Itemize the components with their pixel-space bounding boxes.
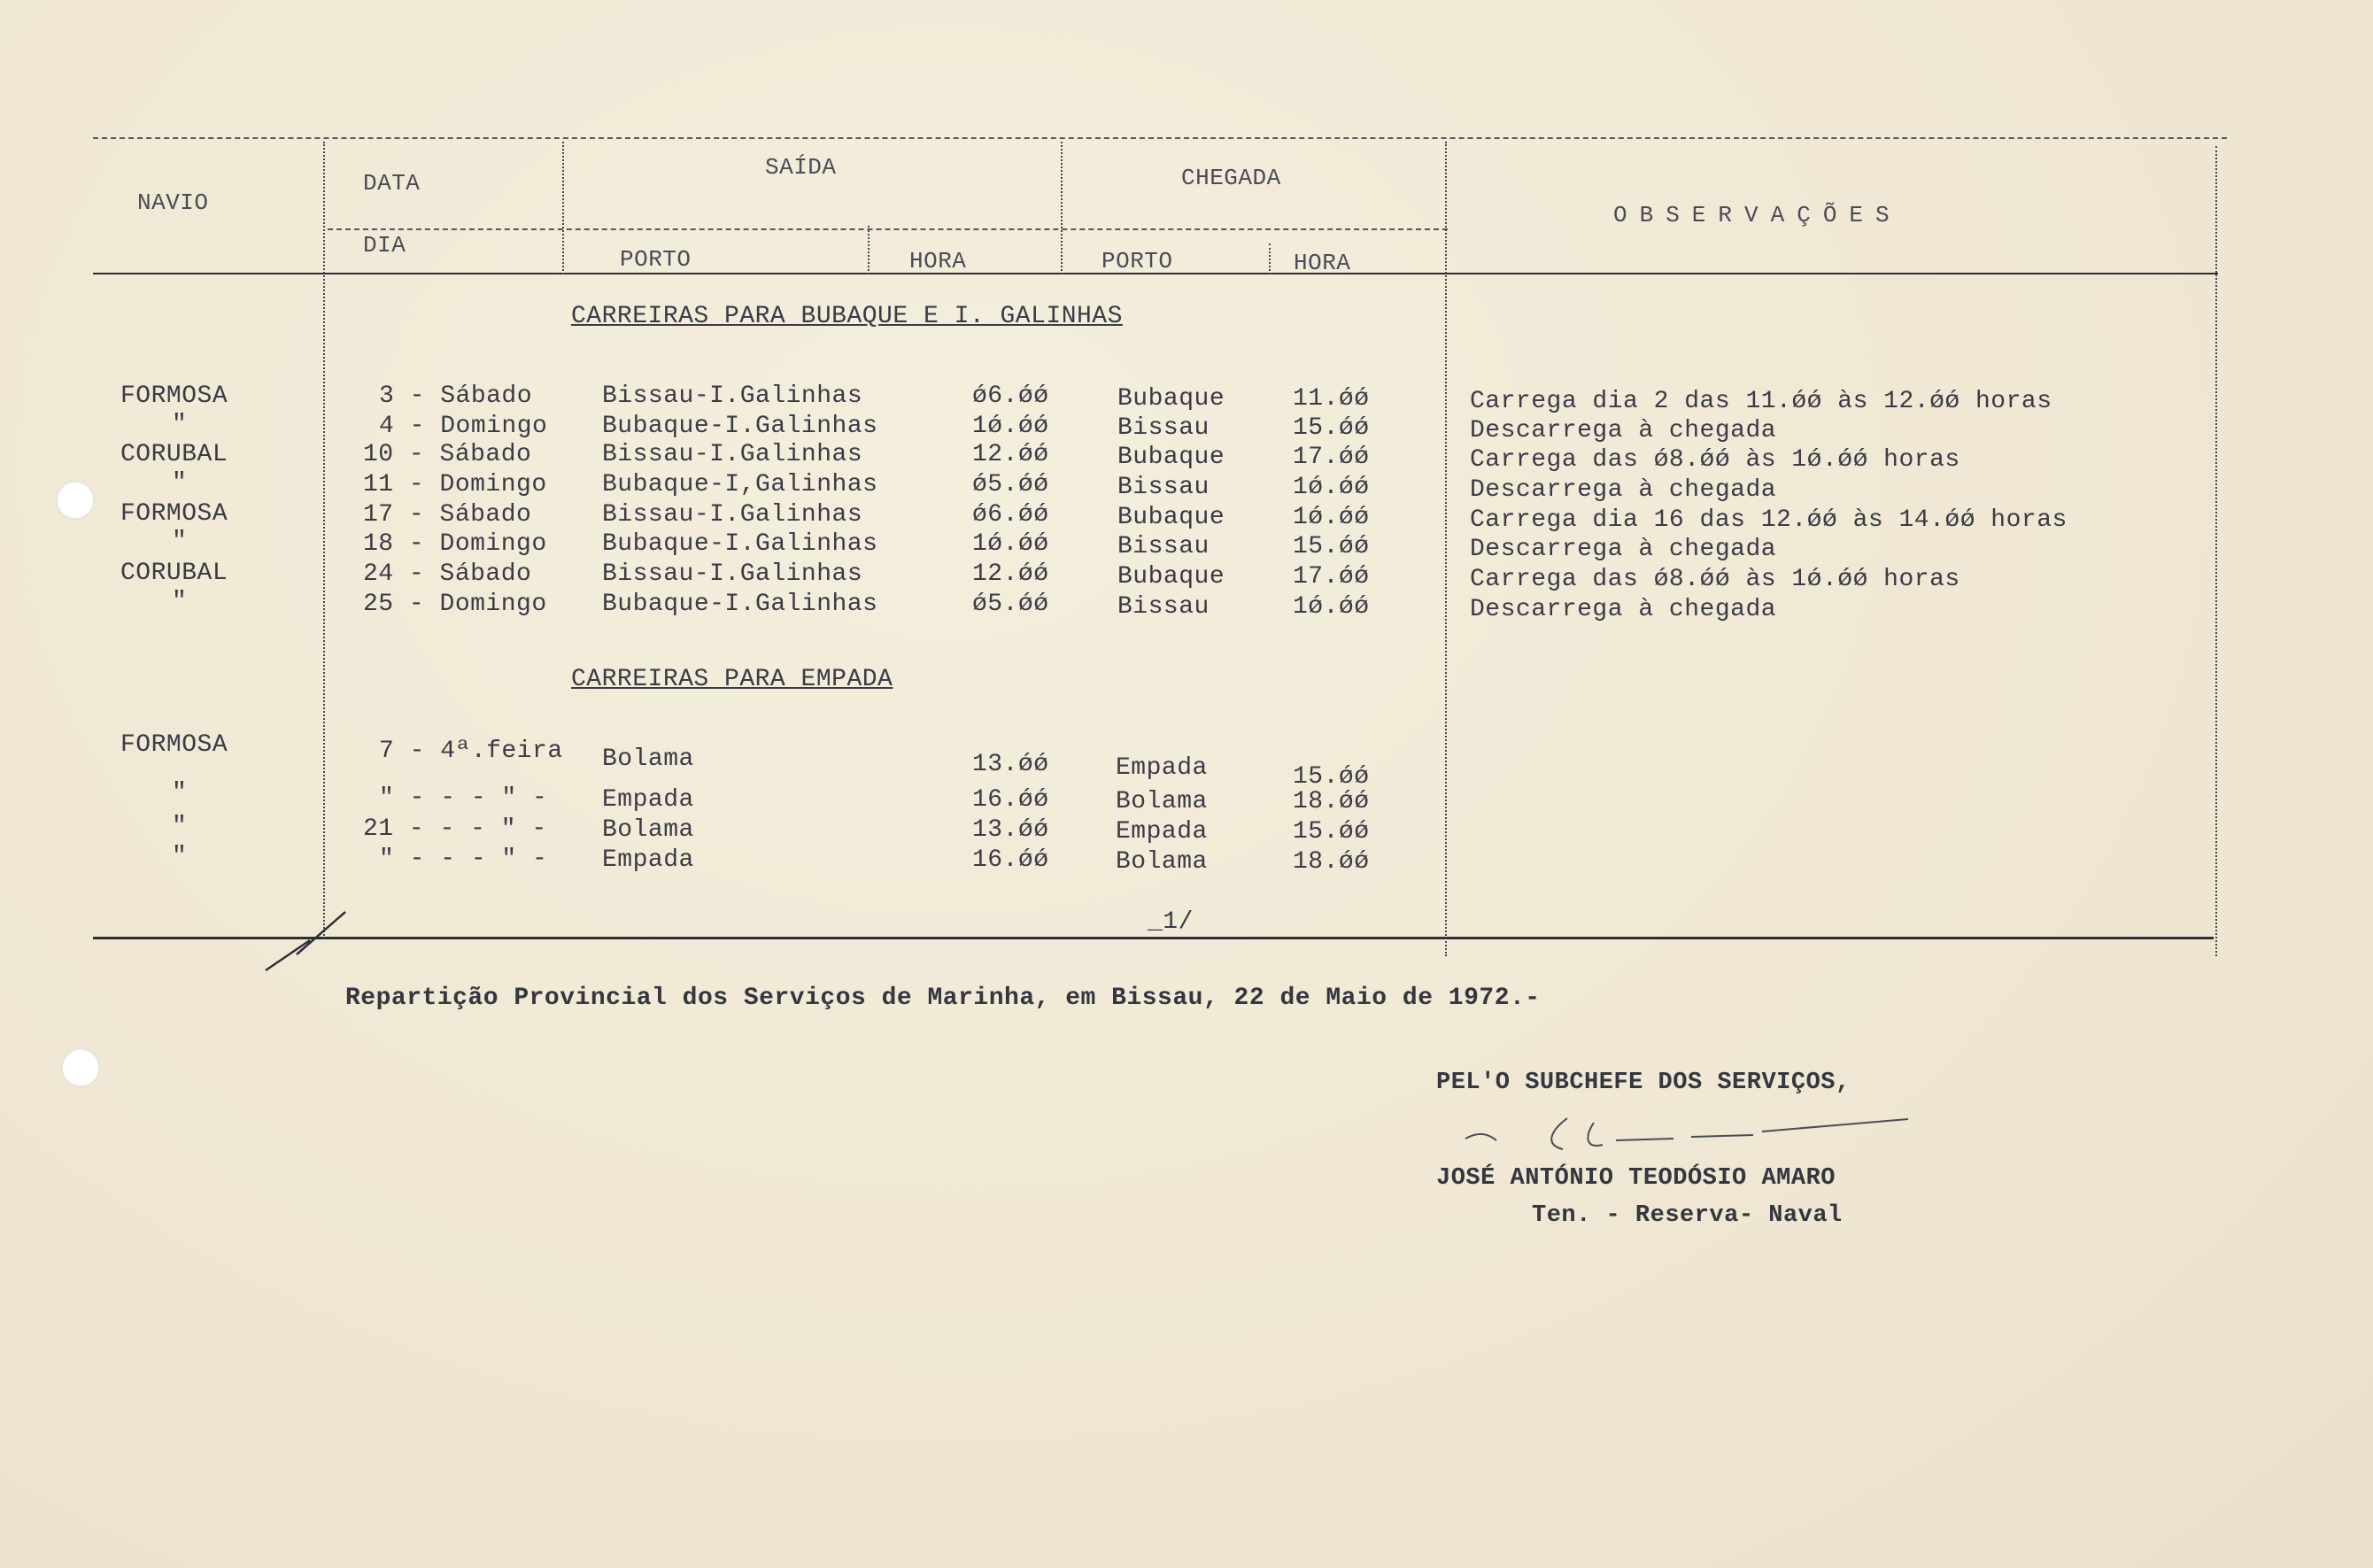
cell-hora-chegada: 11.ǿǿ [1293,385,1370,413]
cell-hora-chegada: 18.ǿǿ [1293,788,1370,815]
header-observacoes: OBSERVAÇÕES [1613,202,1902,228]
cell-hora-chegada: 18.ǿǿ [1293,848,1370,876]
cell-navio: " [172,469,188,497]
signature-icon [1461,1105,1921,1158]
cell-hora-chegada: 15.ǿǿ [1293,533,1370,560]
cell-porto-chegada: Bissau [1117,533,1210,560]
cell-hora-saida: 16.ǿǿ [972,846,1049,874]
cell-navio: CORUBAL [120,441,228,468]
cell-observacoes: Carrega dia 2 das 11.ǿǿ às 12.ǿǿ horas [1470,388,2052,415]
cell-navio: FORMOSA [120,731,228,759]
cell-porto-chegada: Empada [1116,754,1208,782]
cell-porto-chegada: Bolama [1116,848,1208,876]
cell-observacoes: Carrega dia 16 das 12.ǿǿ às 14.ǿǿ horas [1470,506,2068,534]
cell-hora-chegada: 1ǿ.ǿǿ [1293,474,1370,501]
cell-hora-chegada: 15.ǿǿ [1293,414,1370,442]
cell-navio: FORMOSA [120,500,228,528]
header-porto-saida: PORTO [620,246,692,273]
cell-dia: 17 - Sábado [363,501,532,529]
cell-hora-saida: 12.ǿǿ [972,560,1049,588]
cell-observacoes: Descarrega à chegada [1470,476,1777,504]
signature-for-line: PEL'O SUBCHEFE DOS SERVIÇOS, [1436,1070,1851,1096]
table-bottom-border [93,937,2214,939]
cell-hora-saida: ǿ6.ǿǿ [972,501,1049,529]
cell-porto-chegada: Bissau [1117,474,1210,501]
check-mark-icon [261,903,359,974]
cell-porto-saida: Empada [602,846,694,874]
place-date-line: Repartição Provincial dos Serviços de Marinha, em Bissau, 22 de Maio de 1972.- [345,985,1541,1012]
header-porto-chegada: PORTO [1101,248,1173,274]
header-navio: NAVIO [137,189,209,216]
column-divider [1445,142,1447,956]
column-divider [868,226,870,274]
cell-dia: 21 - - - " - [363,815,547,843]
header-divider [328,228,1448,230]
table-top-border [93,137,2227,139]
header-data: DATA [363,170,421,197]
cell-dia: " - - - " - [379,846,548,873]
cell-porto-saida: Bolama [602,745,694,773]
cell-navio: " [172,813,188,840]
column-divider [323,142,325,938]
cell-hora-chegada: 15.ǿǿ [1293,763,1370,791]
cell-hora-saida: ǿ5.ǿǿ [972,471,1049,498]
cell-navio: CORUBAL [120,560,228,587]
header-chegada: CHEGADA [1181,165,1281,191]
header-saida: SAÍDA [765,154,837,181]
cell-observacoes: Descarrega à chegada [1470,596,1777,623]
cell-porto-chegada: Bolama [1116,788,1208,815]
signatory-name: JOSÉ ANTÓNIO TEODÓSIO AMARO [1436,1165,1836,1192]
cell-porto-chegada: Bubaque [1117,444,1225,471]
column-divider [1061,142,1063,274]
cell-hora-saida: 13.ǿǿ [972,816,1049,844]
cell-observacoes: Carrega das ǿ8.ǿǿ às 1ǿ.ǿǿ horas [1470,446,1960,474]
cell-hora-saida: 1ǿ.ǿǿ [972,530,1049,558]
cell-porto-saida: Bubaque-I.Galinhas [602,530,878,558]
cell-observacoes: Descarrega à chegada [1470,536,1777,563]
cell-porto-saida: Bissau-I.Galinhas [602,501,863,529]
cell-porto-chegada: Bissau [1117,593,1210,621]
cell-porto-chegada: Bissau [1117,414,1210,442]
cell-porto-chegada: Bubaque [1117,504,1225,531]
cell-hora-saida: 13.ǿǿ [972,751,1049,778]
cell-hora-chegada: 17.ǿǿ [1293,444,1370,471]
cell-hora-saida: 1ǿ.ǿǿ [972,413,1049,440]
section-title: CARREIRAS PARA EMPADA [571,666,893,693]
cell-dia: 24 - Sábado [363,560,532,588]
cell-navio: " [172,528,188,555]
cell-dia: 25 - Domingo [363,591,547,618]
cell-porto-saida: Bubaque-I.Galinhas [602,591,878,618]
cell-porto-chegada: Bubaque [1117,563,1225,591]
cell-porto-saida: Bubaque-I,Galinhas [602,471,878,498]
cell-hora-chegada: 17.ǿǿ [1293,563,1370,591]
column-divider [1269,243,1271,274]
cell-porto-saida: Bolama [602,816,694,844]
header-dia: DIA [363,232,406,259]
cell-dia: 10 - Sábado [363,441,532,468]
cell-hora-chegada: 15.ǿǿ [1293,818,1370,846]
cell-hora-saida: ǿ5.ǿǿ [972,591,1049,618]
cell-porto-chegada: Empada [1116,818,1208,846]
cell-hora-chegada: 1ǿ.ǿǿ [1293,504,1370,531]
cell-porto-chegada: Bubaque [1117,385,1225,413]
cell-porto-saida: Bubaque-I.Galinhas [602,413,878,440]
cell-navio: " [172,588,188,615]
page-number: _1/ [1148,908,1194,936]
cell-hora-saida: 16.ǿǿ [972,786,1049,814]
cell-porto-saida: Bissau-I.Galinhas [602,382,863,410]
cell-navio: " [172,411,188,438]
cell-dia: 7 - 4ª.feira [379,738,563,765]
cell-navio: " [172,779,188,807]
cell-hora-saida: ǿ6.ǿǿ [972,382,1049,410]
cell-hora-chegada: 1ǿ.ǿǿ [1293,593,1370,621]
cell-navio: " [172,843,188,870]
header-hora-chegada: HORA [1294,250,1351,276]
cell-porto-saida: Bissau-I.Galinhas [602,560,863,588]
punch-hole [61,1048,100,1087]
cell-porto-saida: Empada [602,786,694,814]
column-divider [2215,146,2217,956]
cell-dia: 11 - Domingo [363,471,547,498]
cell-observacoes: Carrega das ǿ8.ǿǿ às 1ǿ.ǿǿ horas [1470,566,1960,593]
cell-hora-saida: 12.ǿǿ [972,441,1049,468]
cell-dia: 3 - Sábado [379,382,533,410]
cell-porto-saida: Bissau-I.Galinhas [602,441,863,468]
header-hora-saida: HORA [909,248,967,274]
column-divider [562,142,564,274]
section-title: CARREIRAS PARA BUBAQUE E I. GALINHAS [571,303,1123,330]
punch-hole [56,481,95,520]
cell-dia: 4 - Domingo [379,413,548,440]
cell-dia: " - - - " - [379,784,548,812]
cell-navio: FORMOSA [120,382,228,410]
cell-dia: 18 - Domingo [363,530,547,558]
cell-observacoes: Descarrega à chegada [1470,417,1777,444]
signatory-rank: Ten. - Reserva- Naval [1532,1202,1843,1229]
